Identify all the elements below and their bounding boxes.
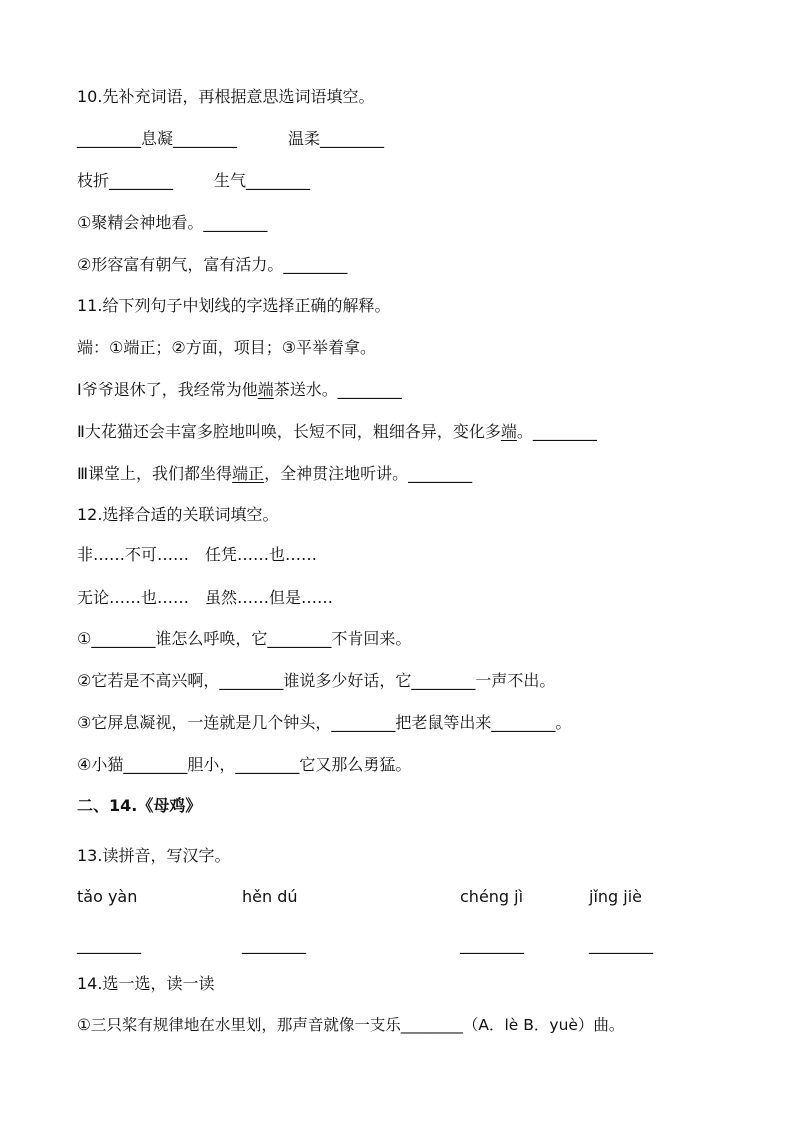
- q11-s3-rest: ，全神贯注地听讲。________: [264, 464, 473, 483]
- q10-item-2: ②形容富有朝气，富有活力。________: [77, 255, 348, 274]
- q11-s1-underlined: 端: [257, 380, 274, 399]
- q11-s2-text: Ⅱ大花猫还会丰富多腔地叫唤，长短不同，粗细各异，变化多: [77, 422, 501, 441]
- q12-item-2: ②它若是不高兴啊，________谁说多少好话，它________一声不出。: [77, 671, 556, 690]
- q13-pinyin-4: jǐng jiè: [589, 887, 643, 906]
- q13-blank-4: ________: [589, 935, 653, 954]
- q12-option-2: 任凭……也……: [205, 545, 318, 564]
- q11-sentence-2: [77, 421, 597, 443]
- q12-item-1: ①________谁怎么呼唤，它________不肯回来。: [77, 629, 412, 648]
- q11-s2-underlined: 端: [500, 422, 517, 441]
- q10-row1-word2: 温柔________: [288, 129, 385, 148]
- q13-blank-2: ________: [242, 935, 306, 954]
- q10-title: 10.先补充词语，再根据意思选词语填空。: [77, 87, 375, 106]
- q13-blank-1: ________: [77, 935, 141, 954]
- q12-title: 12.选择合适的关联词填空。: [77, 505, 279, 524]
- q14-item-1: ①三只桨有规律地在水里划，那声音就像一支乐________（A．lè B．yuè）曲。: [77, 1016, 625, 1034]
- q11-s3-text: Ⅲ课堂上，我们都坐得: [77, 464, 233, 483]
- q11-sentence-3: [77, 463, 472, 485]
- q10-item-1: ①聚精会神地看。________: [77, 213, 268, 232]
- q12-option-1: 非……不可……: [77, 545, 190, 564]
- q13-blank-3: ________: [460, 935, 524, 954]
- q11-sentence-1: [77, 379, 402, 401]
- q11-options: 端：①端正；②方面，项目；③平举着拿。: [77, 338, 377, 357]
- q13-pinyin-1: tǎo yàn: [77, 887, 138, 906]
- q10-row1-word1: ________息凝________: [77, 129, 238, 148]
- q11-s2-rest: 。________: [516, 422, 597, 441]
- q10-row2-word1: 枝折________: [77, 171, 174, 190]
- q13-pinyin-3: chéng jì: [460, 887, 524, 906]
- q12-option-3: 无论……也……: [77, 588, 190, 607]
- q10-row2-word2: 生气________: [214, 171, 311, 190]
- q12-option-4: 虽然……但是……: [205, 588, 334, 607]
- q11-s1-text: Ⅰ爷爷退休了，我经常为他: [77, 380, 258, 399]
- q14-title: 14.选一选，读一读: [77, 974, 215, 993]
- q11-s1-rest: 茶送水。________: [273, 380, 402, 399]
- q13-title: 13.读拼音，写汉字。: [77, 846, 231, 865]
- q11-s3-underlined: 端正: [232, 464, 265, 483]
- q12-item-4: ④小猫________胆小，________它又那么勇猛。: [77, 755, 412, 774]
- section-2-heading: 二、14.《母鸡》: [77, 796, 202, 815]
- q11-title: 11.给下列句子中划线的字选择正确的解释。: [77, 296, 391, 315]
- q13-pinyin-2: hěn dú: [242, 887, 298, 906]
- q12-item-3: ③它屏息凝视，一连就是几个钟头，________把老鼠等出来________。: [77, 713, 572, 732]
